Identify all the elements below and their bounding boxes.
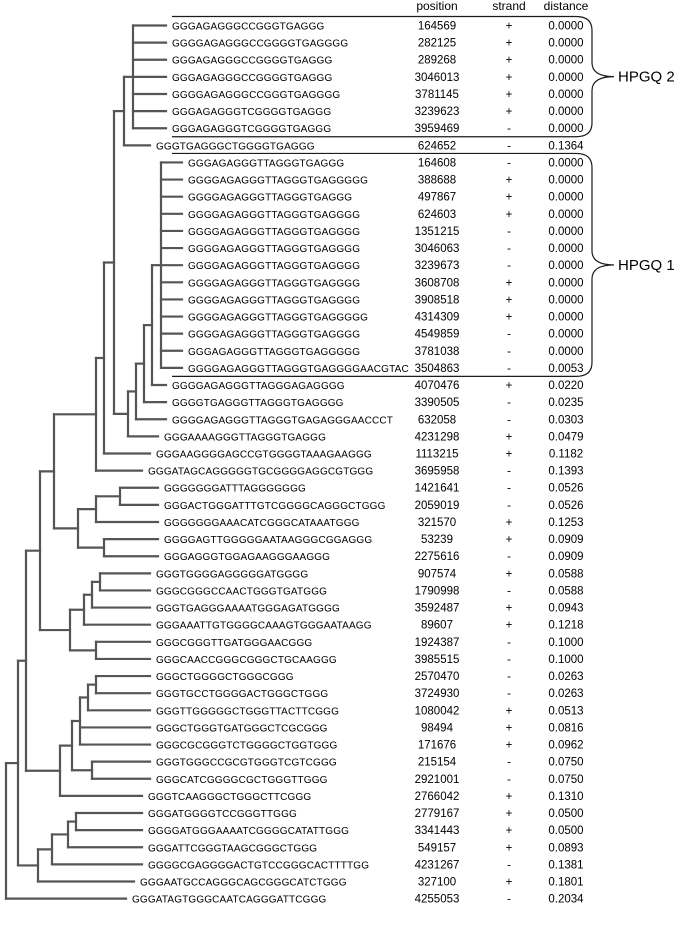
position-value: 3781038 <box>414 345 460 358</box>
sequence-label: GGGGTGAGGGTTAGGGTGAGGGG <box>172 398 344 410</box>
position-value: 2059019 <box>414 499 460 512</box>
position-value: 3608708 <box>414 277 460 290</box>
strand-value: - <box>507 345 511 358</box>
table-row <box>188 346 584 358</box>
sequence-label: GGGCATCGGGGCGCTGGGTTGGG <box>156 774 328 786</box>
position-value: 3341443 <box>414 825 460 838</box>
table-row <box>156 585 584 597</box>
strand-value: - <box>507 157 511 170</box>
distance-value: 0.0000 <box>548 71 584 84</box>
sequence-label: GGGGAGAGGGTTAGGGTGAGGGGG <box>188 312 369 324</box>
sequence-label: GGGCGGGCCAACTGGGTGATGGG <box>156 586 328 598</box>
strand-value: + <box>505 174 513 187</box>
strand-value: - <box>507 328 511 341</box>
position-value: 164569 <box>417 20 457 33</box>
table-row <box>140 877 584 889</box>
distance-value: 0.1182 <box>548 448 584 461</box>
strand-value: + <box>505 619 513 632</box>
position-value: 3239623 <box>414 106 460 119</box>
position-value: 3695958 <box>414 465 460 478</box>
position-value: 4314309 <box>414 311 460 324</box>
distance-value: 0.0962 <box>548 739 584 752</box>
strand-value: - <box>507 499 511 512</box>
strand-value: - <box>507 362 511 375</box>
strand-value: - <box>507 243 511 256</box>
table-row <box>172 38 584 50</box>
position-value: 282125 <box>417 37 457 50</box>
position-value: 1113215 <box>415 448 459 461</box>
strand-value: + <box>505 825 513 838</box>
table-row <box>148 842 584 854</box>
position-value: 3046063 <box>414 243 460 256</box>
sequence-label: GGGAGAGGGTCGGGGTGAGGG <box>172 124 332 136</box>
table-row <box>172 414 584 426</box>
strand-value: - <box>507 688 511 701</box>
strand-value: + <box>505 380 513 393</box>
table-row <box>156 774 584 786</box>
distance-value: 0.0526 <box>548 499 584 512</box>
table-row <box>156 568 584 580</box>
distance-value: 0.2034 <box>548 893 584 906</box>
sequence-label: GGGAGAGGGCCGGGGTGAGGG <box>172 55 333 67</box>
strand-value: - <box>507 482 511 495</box>
sequence-label: GGGGAGAGGGTTAGGGAGAGGGG <box>172 381 345 393</box>
strand-value: + <box>505 602 513 615</box>
sequence-label: GGGGAGAGGGTTAGGGTGAGGGG <box>188 226 361 238</box>
distance-value: 0.0000 <box>548 277 584 290</box>
sequence-label: GGGGAGAGGGTTAGGGTGAGGGG <box>188 278 361 290</box>
distance-value: 0.0000 <box>548 88 584 101</box>
position-value: 2766042 <box>414 790 460 803</box>
strand-value: - <box>507 653 511 666</box>
table-row <box>156 140 584 152</box>
position-value: 4231298 <box>414 431 460 444</box>
strand-value: + <box>505 311 513 324</box>
strand-value: + <box>505 54 513 67</box>
strand-value: - <box>507 671 511 684</box>
distance-value: 0.1000 <box>548 636 584 649</box>
table-row <box>132 894 584 906</box>
strand-value: - <box>507 260 511 273</box>
strand-value: - <box>507 414 511 427</box>
distance-value: 0.0303 <box>548 414 584 427</box>
sequence-label: GGGAGAGGGCCGGGTGAGGG <box>172 21 325 33</box>
table-row <box>164 483 584 495</box>
sequence-label: GGGATAGCAGGGGGTGCGGGGAGGCGTGGG <box>148 466 374 478</box>
strand-value: + <box>505 790 513 803</box>
strand-value: + <box>505 448 513 461</box>
distance-value: 0.0909 <box>548 534 584 547</box>
strand-value: + <box>505 534 513 547</box>
position-value: 388688 <box>417 174 457 187</box>
distance-value: 0.0000 <box>548 294 584 307</box>
distance-value: 0.1364 <box>548 140 584 153</box>
sequence-label: GGGAAATTGTGGGGCAAAGTGGGAATAAGG <box>156 620 372 632</box>
distance-value: 0.0750 <box>548 756 584 769</box>
sequence-label: GGGGAGAGGGTTAGGGTGAGGGG <box>188 209 361 221</box>
position-value: 2779167 <box>414 808 460 821</box>
sequence-label: GGGGAGAGGGTTAGGGTGAGAGGGAACCCT <box>172 415 393 427</box>
strand-value: + <box>505 876 513 889</box>
strand-value: + <box>505 277 513 290</box>
group-label: HPGQ 2 <box>618 68 675 86</box>
group-label: HPGQ 1 <box>618 256 675 274</box>
distance-value: 0.0000 <box>548 54 584 67</box>
sequence-label: GGGGGGGATTTAGGGGGGG <box>164 483 306 495</box>
table-row <box>156 620 584 632</box>
position-value: 632058 <box>417 414 457 427</box>
position-value: 4255053 <box>414 893 460 906</box>
sequence-label: GGGGGGGAAACATCGGGCATAAATGGG <box>164 517 360 529</box>
position-value: 3504863 <box>414 362 460 375</box>
table-row <box>188 363 584 375</box>
table-row <box>188 175 584 187</box>
distance-value: 0.0000 <box>548 37 584 50</box>
table-row <box>172 106 584 118</box>
distance-value: 0.0943 <box>548 602 584 615</box>
strand-value: - <box>507 397 511 410</box>
table-row <box>156 449 583 461</box>
strand-value: + <box>505 208 513 221</box>
position-value: 549157 <box>417 842 457 855</box>
table-row <box>188 157 584 169</box>
table-row <box>188 243 584 255</box>
table-row <box>148 791 584 803</box>
position-value: 327100 <box>417 876 457 889</box>
strand-value: + <box>505 705 513 718</box>
distance-value: 0.0053 <box>548 362 584 375</box>
distance-value: 0.0000 <box>548 311 584 324</box>
position-value: 321570 <box>417 516 457 529</box>
sequence-label: GGGGAGAGGGTTAGGGTGAGGG <box>188 192 353 204</box>
sequence-label: GGGACTGGGATTTGTCGGGGCAGGGCTGGG <box>164 500 386 512</box>
distance-value: 0.0263 <box>548 671 584 684</box>
table-row <box>156 637 584 649</box>
sequence-label: GGGTGCCTGGGGACTGGGCTGGG <box>156 689 329 701</box>
strand-value: + <box>505 294 513 307</box>
position-value: 1080042 <box>414 705 460 718</box>
distance-value: 0.0500 <box>548 825 584 838</box>
distance-value: 0.0000 <box>548 191 584 204</box>
distance-value: 0.0000 <box>548 328 584 341</box>
strand-value: - <box>507 585 511 598</box>
position-value: 4070476 <box>414 380 460 393</box>
strand-value: - <box>507 636 511 649</box>
distance-value: 0.0000 <box>548 106 584 119</box>
table-row <box>188 226 584 238</box>
position-value: 164608 <box>417 157 457 170</box>
sequence-label: GGGCGGGTTGATGGGAACGGG <box>156 637 313 649</box>
strand-value: - <box>507 551 511 564</box>
sequence-label: GGGAGAGGGTTAGGGTGAGGG <box>188 158 345 170</box>
distance-value: 0.0235 <box>548 397 584 410</box>
table-row <box>156 671 584 683</box>
strand-column-header: strand <box>492 0 526 13</box>
table-row <box>188 209 584 221</box>
distance-value: 0.0909 <box>548 551 584 564</box>
table-row <box>172 21 584 33</box>
sequence-label: GGGGAGAGGGTTAGGGTGAGGGG <box>188 295 361 307</box>
distance-value: 0.0816 <box>548 722 584 735</box>
sequence-label: GGGCGCGGGTCTGGGGCTGGTGGG <box>156 740 338 752</box>
distance-value: 0.0588 <box>548 568 584 581</box>
strand-value: + <box>505 88 513 101</box>
table-row <box>164 551 584 563</box>
distance-value: 0.0000 <box>548 243 584 256</box>
sequence-label: GGGATGGGGTCCGGGTTGGG <box>148 809 297 821</box>
table-row <box>156 603 584 615</box>
distance-value: 0.0000 <box>548 20 584 33</box>
sequence-label: GGGAATGCCAGGGCAGCGGGCATCTGGG <box>140 877 347 889</box>
table-row <box>188 277 584 289</box>
position-value: 4549859 <box>414 328 460 341</box>
strand-value: - <box>507 893 511 906</box>
sequence-label: GGGGAGAGGGTTAGGGTGAGGGG <box>188 329 361 341</box>
sequence-label: GGGATAGTGGGCAATCAGGGATTCGGG <box>132 894 327 906</box>
distance-value: 0.0000 <box>548 157 584 170</box>
sequence-label: GGGTGGGCCGCGTGGGTCGTCGGG <box>156 757 337 769</box>
table-row <box>156 705 584 717</box>
position-value: 2570470 <box>414 671 460 684</box>
column-header-row <box>416 0 588 13</box>
table-row <box>156 757 584 769</box>
table-row <box>148 466 584 478</box>
sequence-label: GGGGAGAGGGCCGGGGTGAGGGG <box>172 38 349 50</box>
distance-value: 0.1381 <box>548 859 584 872</box>
position-value: 2275616 <box>414 551 460 564</box>
sequence-label: GGGTGAGGGCTGGGGTGAGGG <box>156 141 315 153</box>
position-value: 3985515 <box>414 653 460 666</box>
table-row <box>164 534 584 546</box>
distance-value: 0.0750 <box>548 773 584 786</box>
distance-value: 0.1393 <box>548 465 584 478</box>
strand-value: + <box>505 739 513 752</box>
table-row <box>172 72 584 84</box>
distance-value: 0.1218 <box>548 619 584 632</box>
table-row <box>156 688 584 700</box>
table-row <box>172 380 584 392</box>
distance-value: 0.0500 <box>548 808 584 821</box>
distance-value: 0.0893 <box>548 842 584 855</box>
distance-value: 0.0000 <box>548 225 584 238</box>
position-value: 89607 <box>421 619 453 632</box>
strand-value: + <box>505 191 513 204</box>
distance-value: 0.0513 <box>548 705 584 718</box>
table-row <box>164 500 584 512</box>
strand-value: + <box>505 722 513 735</box>
distance-column-header: distance <box>543 0 589 13</box>
strand-value: + <box>505 71 513 84</box>
position-value: 624652 <box>417 140 457 153</box>
table-row <box>148 808 584 820</box>
table-row <box>188 192 584 204</box>
position-value: 3239673 <box>414 260 460 273</box>
sequence-label: GGGGAGTTGGGGGAATAAGGGCGGAGGG <box>164 535 373 547</box>
sequence-label: GGGGAGAGGGTTAGGGTGAGGGG <box>188 261 361 273</box>
position-value: 624603 <box>417 208 457 221</box>
strand-value: - <box>507 756 511 769</box>
strand-value: + <box>505 808 513 821</box>
table-row <box>156 722 584 734</box>
distance-value: 0.0479 <box>548 431 584 444</box>
strand-value: - <box>507 859 511 872</box>
strand-value: + <box>505 568 513 581</box>
sequence-label: GGGGAGAGGGCCGGGTGAGGGG <box>172 89 341 101</box>
table-row <box>188 294 584 306</box>
strand-value: + <box>505 842 513 855</box>
sequence-label: GGGAAAAGGGTTAGGGTGAGGG <box>164 432 327 444</box>
position-value: 3724930 <box>414 688 460 701</box>
strand-value: + <box>505 106 513 119</box>
table-row <box>156 654 584 666</box>
sequence-label: GGGCTGGGTGATGGGCTCGCGGG <box>156 723 328 735</box>
sequence-label: GGGCTGGGGCTGGGCGGG <box>156 672 294 684</box>
distance-value: 0.0000 <box>548 123 584 136</box>
distance-value: 0.1000 <box>548 653 584 666</box>
position-value: 289268 <box>417 54 457 67</box>
position-value: 3046013 <box>414 71 460 84</box>
position-column-header: position <box>416 0 458 13</box>
strand-value: - <box>507 225 511 238</box>
distance-value: 0.1253 <box>548 516 584 529</box>
table-row <box>172 55 584 67</box>
table-row <box>164 517 584 529</box>
position-value: 3390505 <box>414 397 460 410</box>
position-value: 907574 <box>417 568 457 581</box>
table-row <box>156 740 584 752</box>
strand-value: - <box>507 123 511 136</box>
position-value: 1421641 <box>414 482 460 495</box>
sequence-label: GGGGCGAGGGGACTGTCCGGGCACTTTTGG <box>148 860 370 872</box>
position-value: 98494 <box>421 722 453 735</box>
sequence-label: GGGGATGGGAAAATCGGGGCATATTGGG <box>148 826 350 838</box>
sequence-label: GGGGAGAGGGTTAGGGTGAGGGG <box>188 244 361 256</box>
sequence-label: GGGGAGAGGGTTAGGGTGAGGGGAACGTAC <box>188 363 409 375</box>
sequence-label: GGGATTCGGGTAAGCGGGCTGGG <box>148 843 318 855</box>
table-row <box>188 260 584 272</box>
sequence-label: GGGTGGGGAGGGGGATGGGG <box>156 569 309 581</box>
table-row <box>188 312 584 324</box>
position-value: 171676 <box>417 739 457 752</box>
position-value: 1790998 <box>414 585 460 598</box>
distance-value: 0.0220 <box>548 380 584 393</box>
distance-value: 0.0588 <box>548 585 584 598</box>
table-row <box>172 123 584 135</box>
position-value: 1351215 <box>414 225 460 238</box>
sequence-label: GGGTCAAGGGCTGGGCTTCGGG <box>148 791 312 803</box>
strand-value: + <box>505 431 513 444</box>
strand-value: - <box>507 140 511 153</box>
sequence-label: GGGGAGAGGGTTAGGGTGAGGGGG <box>188 175 369 187</box>
sequence-label: GGGTTGGGGGCTGGGTTACTTCGGG <box>156 706 339 718</box>
table-row <box>148 825 584 837</box>
sequence-label: GGGAGGGTGGAGAAGGGAAGGG <box>164 552 331 564</box>
distance-value: 0.0000 <box>548 208 584 221</box>
distance-value: 0.1310 <box>548 790 584 803</box>
position-value: 53239 <box>421 534 453 547</box>
sequence-label: GGGAGAGGGTCGGGGTGAGGG <box>172 107 332 119</box>
sequence-label: GGGAAGGGGAGCCGTGGGGTAAAGAAGGG <box>156 449 372 461</box>
strand-value: + <box>505 516 513 529</box>
position-value: 4231267 <box>414 859 460 872</box>
sequence-label: GGGAGAGGGTTAGGGTGAGGGGG <box>188 346 361 358</box>
table-row <box>188 329 584 341</box>
sequence-label: GGGTGAGGGAAAATGGGAGATGGGG <box>156 603 340 615</box>
position-value: 3908518 <box>414 294 460 307</box>
distance-value: 0.0000 <box>548 345 584 358</box>
strand-value: - <box>507 465 511 478</box>
distance-value: 0.0000 <box>548 260 584 273</box>
strand-value: + <box>505 37 513 50</box>
table-row <box>172 89 584 101</box>
table-row <box>148 859 584 871</box>
distance-value: 0.0526 <box>548 482 584 495</box>
position-value: 2921001 <box>414 773 460 786</box>
strand-value: - <box>507 773 511 786</box>
table-row <box>172 397 584 409</box>
position-value: 3781145 <box>415 88 459 101</box>
distance-value: 0.0000 <box>548 174 584 187</box>
position-value: 3959469 <box>414 123 460 136</box>
position-value: 497867 <box>417 191 457 204</box>
distance-value: 0.1801 <box>548 876 584 889</box>
position-value: 215154 <box>417 756 457 769</box>
table-row <box>164 431 584 443</box>
distance-value: 0.0263 <box>548 688 584 701</box>
strand-value: + <box>505 20 513 33</box>
sequence-label: GGGCAACCGGGCGGGCTGCAAGGG <box>156 654 337 666</box>
position-value: 1924387 <box>414 636 460 649</box>
position-value: 3592487 <box>414 602 460 615</box>
sequence-label: GGGAGAGGGCCGGGGTGAGGG <box>172 72 333 84</box>
